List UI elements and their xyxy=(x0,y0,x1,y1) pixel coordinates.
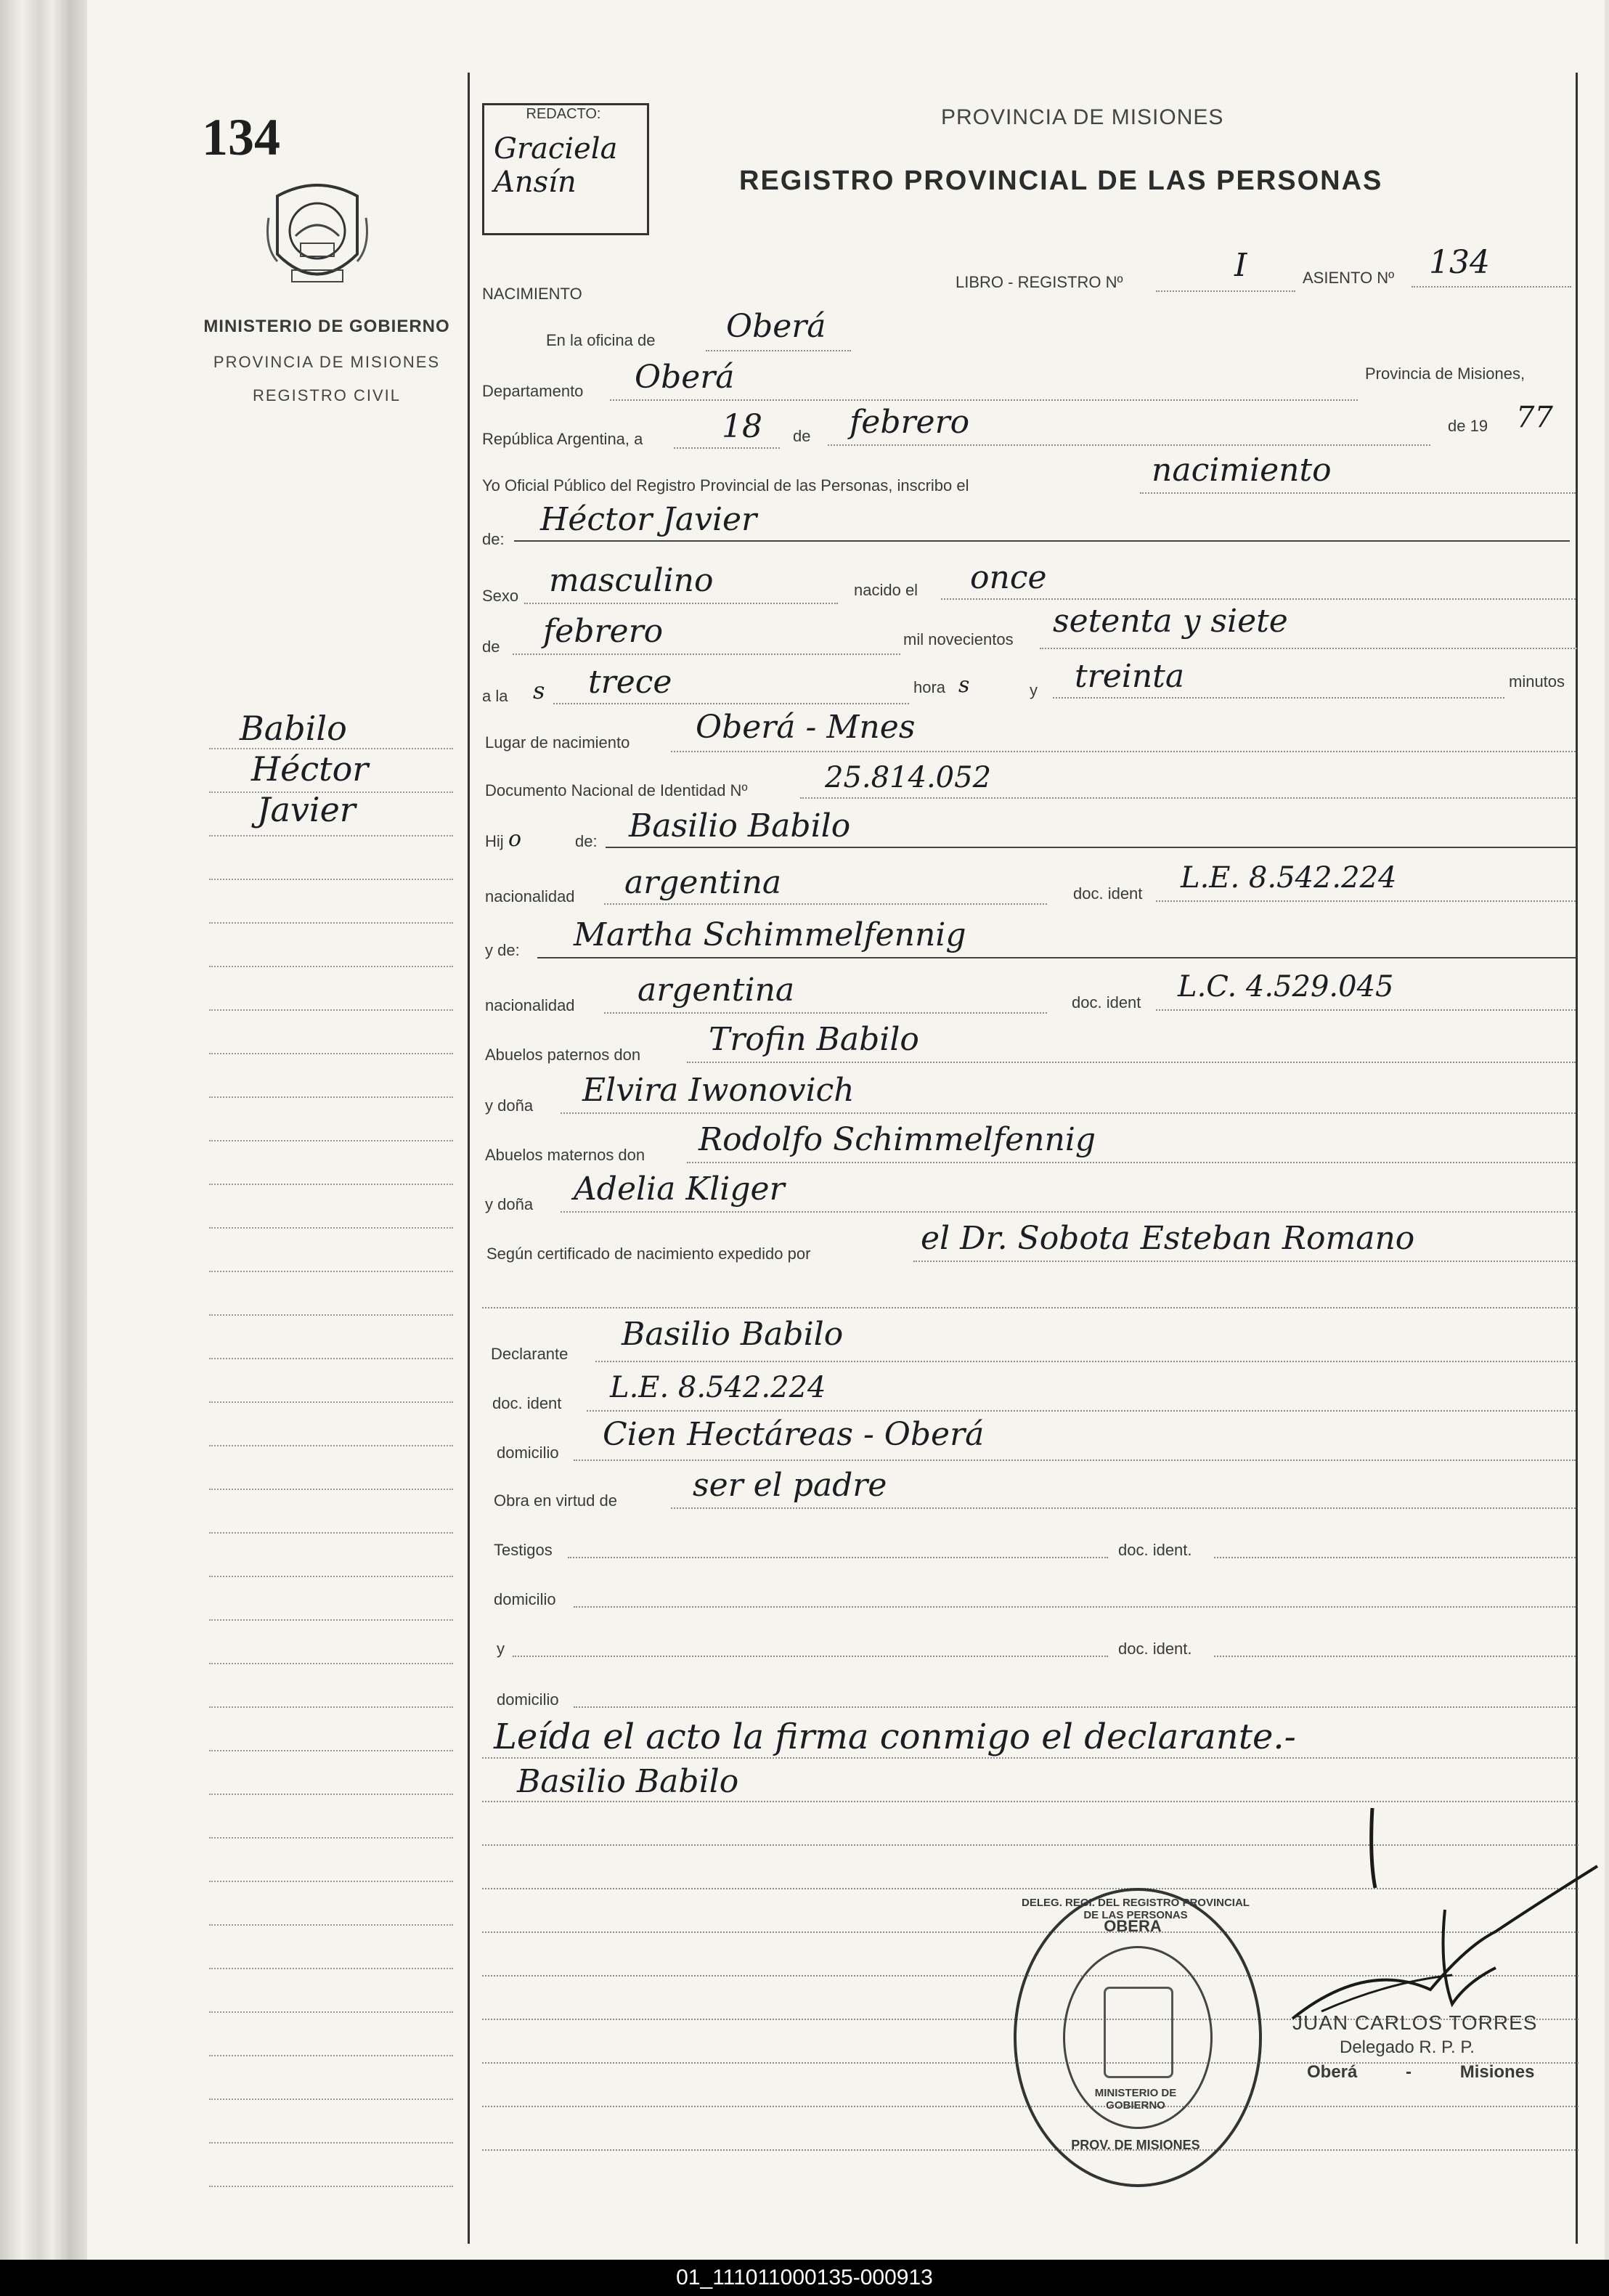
doc1-label: doc. ident xyxy=(1073,884,1143,903)
domicilio2-label: domicilio xyxy=(494,1590,556,1608)
margin-rule xyxy=(209,1358,453,1359)
testigos-line xyxy=(568,1557,1108,1558)
minutos-value: treinta xyxy=(1075,658,1185,695)
republica-label: República Argentina, a xyxy=(482,430,643,448)
nac1-label: nacionalidad xyxy=(485,887,575,905)
book-binding xyxy=(0,0,87,2260)
padre-de-label: de: xyxy=(575,832,598,850)
sexo-label: Sexo xyxy=(482,587,519,605)
obra-value: ser el padre xyxy=(693,1467,887,1504)
oficina-label: En la oficina de xyxy=(546,331,656,349)
doc3-value: L.E. 8.542.224 xyxy=(610,1371,826,1404)
certificado-value: el Dr. Sobota Esteban Romano xyxy=(921,1220,1415,1257)
de-label: de xyxy=(793,427,811,445)
closing-line-2: Basilio Babilo xyxy=(517,1763,739,1800)
madre-label: y de: xyxy=(485,941,520,959)
nacido-mes-value: febrero xyxy=(543,613,664,650)
domicilio1-value: Cien Hectáreas - Oberá xyxy=(603,1416,985,1453)
abuela-p-value: Elvira Iwonovich xyxy=(582,1072,855,1109)
hijo-suffix: o xyxy=(508,826,522,852)
margin-rule xyxy=(209,1184,453,1185)
margin-rule xyxy=(209,1227,453,1229)
margin-rule xyxy=(209,1489,453,1490)
official-province: Misiones xyxy=(1459,2062,1535,2082)
official-city: Oberá xyxy=(1307,2062,1358,2082)
coat-of-arms-icon xyxy=(263,174,372,298)
day-line xyxy=(674,447,780,449)
dni-label: Documento Nacional de Identidad Nº xyxy=(485,781,748,799)
doc3-line xyxy=(587,1410,1576,1412)
nacido-mes-line xyxy=(513,654,900,655)
doc3-label: doc. ident xyxy=(492,1394,562,1412)
margin-note xyxy=(240,708,368,830)
margin-rule xyxy=(209,1576,453,1577)
ydona2-label: y doña xyxy=(485,1195,534,1213)
official-role: Delegado R. P. P. xyxy=(1340,2038,1475,2057)
padre-line xyxy=(606,847,1576,848)
doc1-value: L.E. 8.542.224 xyxy=(1181,861,1397,895)
year-value: 77 xyxy=(1516,401,1553,434)
madre-value: Martha Schimmelfennig xyxy=(574,916,966,953)
oficial-value: nacimiento xyxy=(1152,452,1332,489)
margin-note-line: Javier xyxy=(257,790,356,829)
doc2-value: L.C. 4.529.045 xyxy=(1178,970,1394,1004)
y-label: y xyxy=(1030,681,1038,699)
margin-rule xyxy=(209,748,453,749)
official-name: JUAN CARLOS TORRES xyxy=(1292,2011,1538,2034)
nacido-value: once xyxy=(970,559,1047,596)
closing-line-1: Leída el acto la firma conmigo el declarante.- xyxy=(494,1717,1296,1757)
doc4-label: doc. ident. xyxy=(1118,1541,1192,1559)
margin-rule xyxy=(209,1837,453,1839)
testigo2-line xyxy=(513,1656,1108,1657)
doc2-label: doc. ident xyxy=(1072,993,1141,1011)
margin-rule xyxy=(209,1750,453,1751)
abuelos-paternos-label: Abuelos paternos don xyxy=(485,1046,641,1064)
oficina-value: Oberá xyxy=(726,308,826,345)
month-value: febrero xyxy=(850,404,970,441)
margin-rule xyxy=(209,1401,453,1403)
doc4-line xyxy=(1214,1557,1576,1558)
margin-rule xyxy=(209,1314,453,1316)
alas-label: a la xyxy=(482,687,508,705)
seal-ring-text: DELEG. REGI. DEL REGISTRO PROVINCIAL DE LAS PERSONAS xyxy=(1022,1897,1250,1921)
official-separator: - xyxy=(1406,2062,1412,2082)
margin-rule xyxy=(209,1532,453,1534)
margin-rule xyxy=(209,1924,453,1926)
margin-rule xyxy=(209,966,453,967)
blank-row xyxy=(482,2149,1579,2151)
image-id-bar: 01_111011000135-000913 xyxy=(0,2260,1609,2296)
obra-line xyxy=(671,1507,1576,1509)
abuelo-p-value: Trofin Babilo xyxy=(709,1021,919,1058)
blank-row xyxy=(482,1307,1579,1308)
nacido-line xyxy=(941,598,1576,600)
doc1-line xyxy=(1156,900,1576,902)
margin-rule xyxy=(209,879,453,880)
libro-value: I xyxy=(1234,247,1247,284)
folio-number: 134 xyxy=(202,108,280,166)
asiento-line xyxy=(1412,286,1571,288)
doc5-line xyxy=(1214,1656,1576,1657)
oficial-line xyxy=(1140,492,1576,494)
hora-value: trece xyxy=(588,664,672,701)
abuela-m-value: Adelia Kliger xyxy=(574,1171,785,1208)
year-prefix: de 19 xyxy=(1448,417,1488,435)
hora-line xyxy=(553,703,909,704)
seal-bottom-text: PROV. DE MISIONES xyxy=(1071,2138,1200,2152)
horas-label: hora xyxy=(913,678,946,696)
ministry-title: MINISTERIO DE GOBIERNO xyxy=(203,317,450,336)
abuelo-m-value: Rodolfo Schimmelfennig xyxy=(698,1121,1096,1158)
mil-label: mil novecientos xyxy=(903,630,1014,648)
madre-line xyxy=(537,957,1576,958)
margin-rule xyxy=(209,1445,453,1446)
oficial-label: Yo Oficial Público del Registro Provincial de las Personas, inscribo el xyxy=(482,476,969,494)
abuelo-p-line xyxy=(687,1062,1576,1063)
abuela-m-line xyxy=(561,1211,1576,1213)
margin-rule xyxy=(209,2142,453,2144)
margin-rule xyxy=(209,1968,453,1969)
declarante-value: Basilio Babilo xyxy=(622,1316,844,1353)
lugar-label: Lugar de nacimiento xyxy=(485,733,630,752)
nac2-line xyxy=(604,1012,1047,1014)
padre-value: Basilio Babilo xyxy=(629,807,851,844)
ydona1-label: y doña xyxy=(485,1096,534,1115)
de-mes-label: de xyxy=(482,638,500,656)
alas-suffix: s xyxy=(533,677,545,704)
nombre-value: Héctor Javier xyxy=(540,501,757,538)
left-column-rule xyxy=(468,73,470,2244)
nac2-value: argentina xyxy=(638,972,795,1009)
abuela-p-line xyxy=(561,1112,1576,1114)
margin-rule xyxy=(209,835,453,836)
provincia-label: Provincia de Misiones, xyxy=(1365,365,1526,383)
lugar-value: Oberá - Mnes xyxy=(696,709,916,746)
margin-rule xyxy=(209,1053,453,1054)
sexo-line xyxy=(524,603,838,604)
abuelo-m-line xyxy=(687,1162,1576,1163)
month-line xyxy=(828,444,1430,446)
asiento-value: 134 xyxy=(1429,244,1490,281)
margin-rule xyxy=(209,1096,453,1098)
dni-value: 25.814.052 xyxy=(825,761,992,794)
nac1-line xyxy=(604,903,1047,905)
margin-rule xyxy=(209,1706,453,1708)
margin-rule xyxy=(209,922,453,924)
lugar-line xyxy=(671,751,1576,752)
margin-rule xyxy=(209,1619,453,1621)
doc5-label: doc. ident. xyxy=(1118,1640,1192,1658)
nombre-line xyxy=(514,540,1570,542)
domicilio2-line xyxy=(574,1606,1576,1608)
closing-row xyxy=(482,1757,1579,1759)
margin-rule xyxy=(209,2098,453,2100)
sexo-value: masculino xyxy=(549,562,714,599)
margin-note-line: Babilo xyxy=(240,709,347,748)
nac2-label: nacionalidad xyxy=(485,996,575,1014)
declarante-label: Declarante xyxy=(491,1345,569,1363)
official-place xyxy=(1307,2062,1534,2083)
certificado-label: Según certificado de nacimiento expedido por xyxy=(486,1245,811,1263)
official-signature xyxy=(1278,1801,1605,2048)
margin-rule xyxy=(209,1663,453,1664)
margin-rule xyxy=(209,1140,453,1141)
hijo-label: Hij xyxy=(485,832,504,850)
horas-suffix: s xyxy=(958,672,970,698)
margin-rule xyxy=(209,1794,453,1795)
margin-rule xyxy=(209,1271,453,1272)
header-province: PROVINCIA DE MISIONES xyxy=(941,105,1224,129)
mil-line xyxy=(1040,648,1577,649)
asiento-label: ASIENTO Nº xyxy=(1303,269,1395,287)
departamento-label: Departamento xyxy=(482,382,584,400)
testigos-label: Testigos xyxy=(494,1541,553,1559)
day-value: 18 xyxy=(722,408,762,445)
oficina-line xyxy=(706,350,851,351)
libro-label: LIBRO - REGISTRO Nº xyxy=(956,273,1123,291)
header-title: REGISTRO PROVINCIAL DE LAS PERSONAS xyxy=(739,166,1383,196)
declarante-line xyxy=(595,1361,1576,1362)
doc2-line xyxy=(1156,1009,1576,1011)
seal-top-text: OBERA xyxy=(1104,1917,1162,1935)
margin-rule xyxy=(209,2186,453,2187)
obra-label: Obra en virtud de xyxy=(494,1491,617,1510)
nombre-prefix: de: xyxy=(482,530,505,548)
nac1-value: argentina xyxy=(624,864,782,901)
margin-rule xyxy=(209,791,453,793)
margin-rule xyxy=(209,2055,453,2056)
mil-value: setenta y siete xyxy=(1053,603,1288,640)
seal-emblem-icon xyxy=(1104,1987,1173,2078)
margin-rule xyxy=(209,1009,453,1011)
minutos-line xyxy=(1053,697,1504,699)
domicilio1-line xyxy=(574,1460,1576,1461)
abuelos-maternos-label: Abuelos maternos don xyxy=(485,1146,645,1164)
certificado-line xyxy=(913,1261,1576,1262)
ministry-province: PROVINCIA DE MISIONES xyxy=(213,353,441,371)
minutos-label: minutos xyxy=(1509,672,1565,691)
domicilio3-line xyxy=(574,1706,1576,1708)
margin-rule xyxy=(209,1881,453,1882)
libro-line xyxy=(1156,290,1295,292)
departamento-line xyxy=(610,399,1358,401)
margin-note-line: Héctor xyxy=(251,749,369,789)
record-type-label: NACIMIENTO xyxy=(482,285,582,303)
y-testigo-label: y xyxy=(497,1640,505,1658)
dni-line xyxy=(800,797,1576,799)
nacido-label: nacido el xyxy=(854,581,918,599)
domicilio1-label: domicilio xyxy=(497,1444,559,1462)
departamento-value: Oberá xyxy=(635,359,735,396)
redacto-label: REDACTO: xyxy=(526,106,601,122)
domicilio3-label: domicilio xyxy=(497,1690,559,1709)
margin-rule xyxy=(209,2011,453,2013)
redacto-signature: Graciela Ansín xyxy=(494,132,618,199)
ministry-office: REGISTRO CIVIL xyxy=(252,386,402,404)
seal-middle-text: MINISTERIO DE GOBIERNO xyxy=(1094,2087,1177,2112)
